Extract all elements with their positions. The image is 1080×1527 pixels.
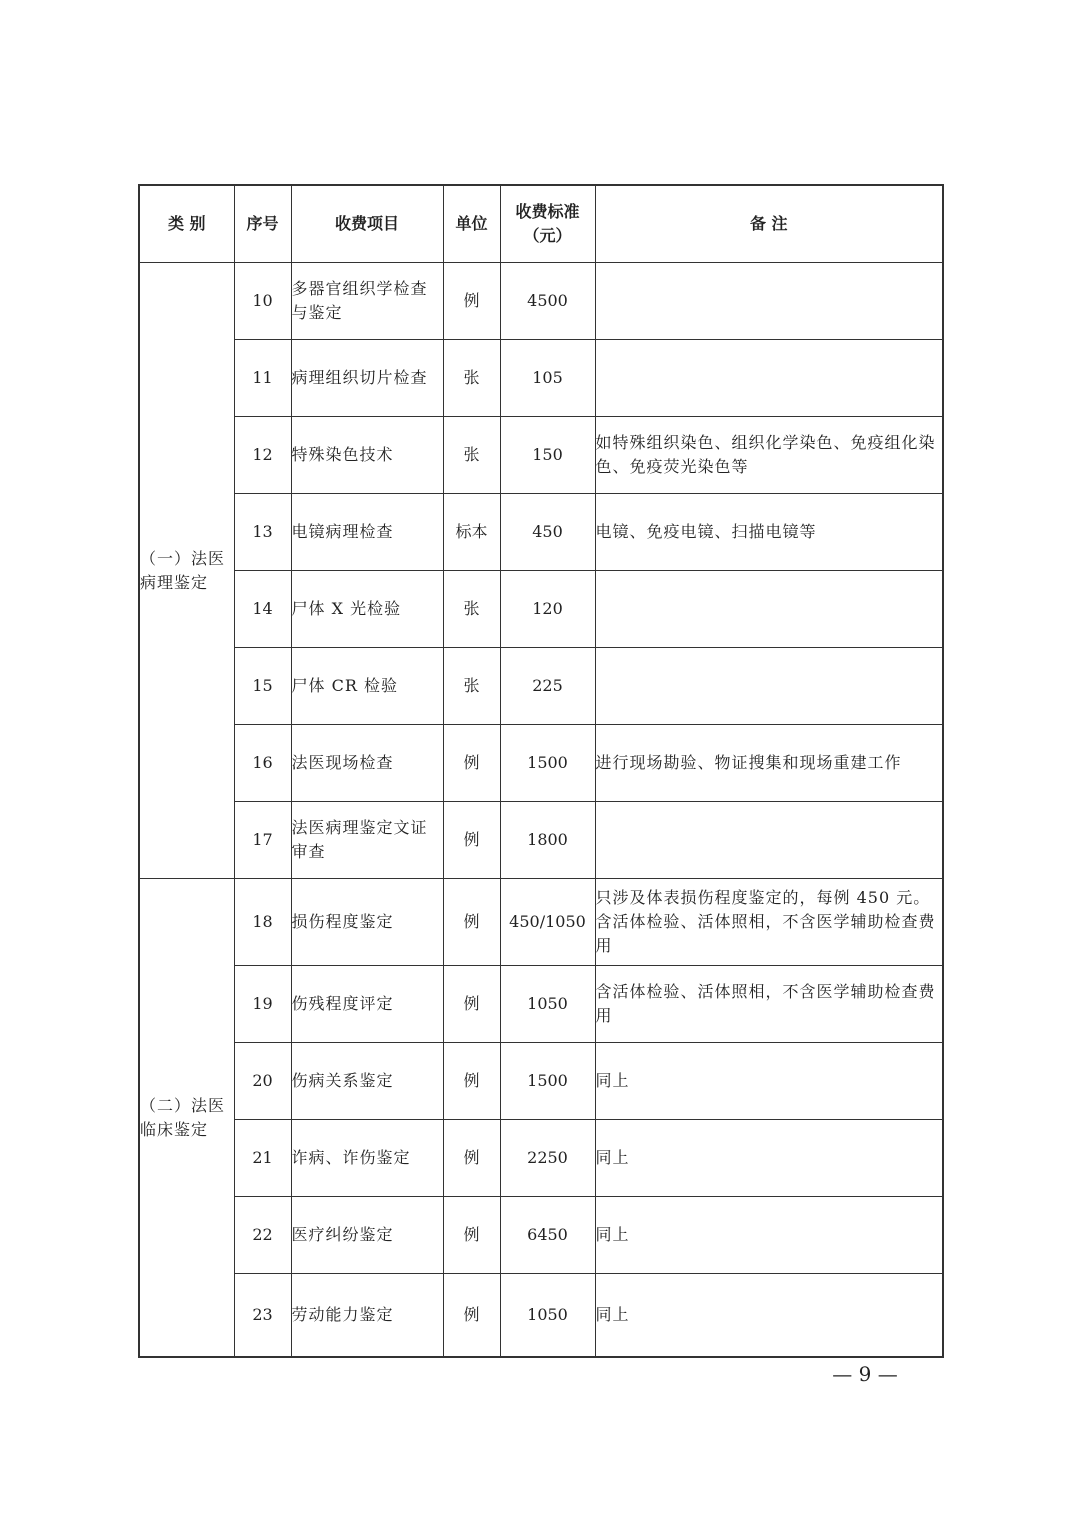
fee-cell: 450/1050 <box>500 879 595 966</box>
item-cell: 伤残程度评定 <box>291 966 443 1043</box>
fee-table <box>138 184 944 1358</box>
fee-cell: 2250 <box>500 1120 595 1197</box>
remark-cell <box>595 263 943 340</box>
remark-cell: 同上 <box>595 1120 943 1197</box>
fee-cell: 4500 <box>500 263 595 340</box>
header-remark: 备 注 <box>595 185 943 263</box>
remark-cell: 同上 <box>595 1043 943 1120</box>
remark-cell <box>595 802 943 879</box>
table-row <box>139 879 943 966</box>
category-cell: （一）法医病理鉴定 <box>139 263 234 879</box>
fee-cell: 105 <box>500 340 595 417</box>
unit-cell: 张 <box>443 340 500 417</box>
seq-cell: 19 <box>234 966 291 1043</box>
seq-cell: 15 <box>234 648 291 725</box>
unit-cell: 张 <box>443 648 500 725</box>
fee-cell: 1050 <box>500 966 595 1043</box>
table-row <box>139 1120 943 1197</box>
seq-cell: 11 <box>234 340 291 417</box>
item-cell: 损伤程度鉴定 <box>291 879 443 966</box>
seq-cell: 20 <box>234 1043 291 1120</box>
remark-cell <box>595 340 943 417</box>
remark-cell: 电镜、免疫电镜、扫描电镜等 <box>595 494 943 571</box>
item-cell: 尸体 X 光检验 <box>291 571 443 648</box>
header-fee-line1: 收费标准 <box>515 202 580 221</box>
table-row <box>139 1197 943 1274</box>
item-cell: 伤病关系鉴定 <box>291 1043 443 1120</box>
table-row <box>139 966 943 1043</box>
seq-cell: 10 <box>234 263 291 340</box>
fee-cell: 225 <box>500 648 595 725</box>
fee-cell: 120 <box>500 571 595 648</box>
unit-cell: 例 <box>443 966 500 1043</box>
table-row <box>139 417 943 494</box>
item-cell: 诈病、诈伤鉴定 <box>291 1120 443 1197</box>
table-header-row <box>139 185 943 263</box>
table-row <box>139 340 943 417</box>
remark-cell <box>595 571 943 648</box>
item-cell: 尸体 CR 检验 <box>291 648 443 725</box>
item-cell: 法医病理鉴定文证审查 <box>291 802 443 879</box>
seq-cell: 18 <box>234 879 291 966</box>
seq-cell: 22 <box>234 1197 291 1274</box>
header-fee-line2: （元） <box>523 226 572 245</box>
page-number: — 9 — <box>832 1362 898 1386</box>
fee-cell: 1500 <box>500 1043 595 1120</box>
item-cell: 医疗纠纷鉴定 <box>291 1197 443 1274</box>
remark-cell: 进行现场勘验、物证搜集和现场重建工作 <box>595 725 943 802</box>
seq-cell: 23 <box>234 1274 291 1358</box>
item-cell: 多器官组织学检查与鉴定 <box>291 263 443 340</box>
table-row <box>139 571 943 648</box>
header-seq: 序号 <box>234 185 291 263</box>
remark-cell <box>595 648 943 725</box>
unit-cell: 例 <box>443 1197 500 1274</box>
header-category: 类 别 <box>139 185 234 263</box>
item-cell: 法医现场检查 <box>291 725 443 802</box>
category-cell: （二）法医临床鉴定 <box>139 879 234 1358</box>
unit-cell: 张 <box>443 417 500 494</box>
remark-cell: 含活体检验、活体照相，不含医学辅助检查费用 <box>595 966 943 1043</box>
remark-cell: 只涉及体表损伤程度鉴定的，每例 450 元。含活体检验、活体照相，不含医学辅助检查费用 <box>595 879 943 966</box>
fee-cell: 150 <box>500 417 595 494</box>
unit-cell: 例 <box>443 1043 500 1120</box>
table-row <box>139 725 943 802</box>
item-cell: 劳动能力鉴定 <box>291 1274 443 1358</box>
table-row <box>139 1274 943 1358</box>
fee-cell: 450 <box>500 494 595 571</box>
seq-cell: 13 <box>234 494 291 571</box>
seq-cell: 21 <box>234 1120 291 1197</box>
table-row <box>139 263 943 340</box>
unit-cell: 张 <box>443 571 500 648</box>
header-unit: 单位 <box>443 185 500 263</box>
remark-cell: 同上 <box>595 1197 943 1274</box>
item-cell: 特殊染色技术 <box>291 417 443 494</box>
item-cell: 病理组织切片检查 <box>291 340 443 417</box>
unit-cell: 例 <box>443 1120 500 1197</box>
item-cell: 电镜病理检查 <box>291 494 443 571</box>
unit-cell: 例 <box>443 725 500 802</box>
fee-cell: 1800 <box>500 802 595 879</box>
fee-cell: 6450 <box>500 1197 595 1274</box>
table-row <box>139 1043 943 1120</box>
table-row <box>139 802 943 879</box>
seq-cell: 14 <box>234 571 291 648</box>
remark-cell: 如特殊组织染色、组织化学染色、免疫组化染色、免疫荧光染色等 <box>595 417 943 494</box>
header-fee <box>500 185 595 263</box>
seq-cell: 17 <box>234 802 291 879</box>
header-item: 收费项目 <box>291 185 443 263</box>
unit-cell: 例 <box>443 263 500 340</box>
fee-cell: 1050 <box>500 1274 595 1358</box>
seq-cell: 16 <box>234 725 291 802</box>
table-row <box>139 494 943 571</box>
seq-cell: 12 <box>234 417 291 494</box>
fee-cell: 1500 <box>500 725 595 802</box>
table-row <box>139 648 943 725</box>
unit-cell: 例 <box>443 802 500 879</box>
unit-cell: 标本 <box>443 494 500 571</box>
unit-cell: 例 <box>443 879 500 966</box>
unit-cell: 例 <box>443 1274 500 1358</box>
remark-cell: 同上 <box>595 1274 943 1358</box>
